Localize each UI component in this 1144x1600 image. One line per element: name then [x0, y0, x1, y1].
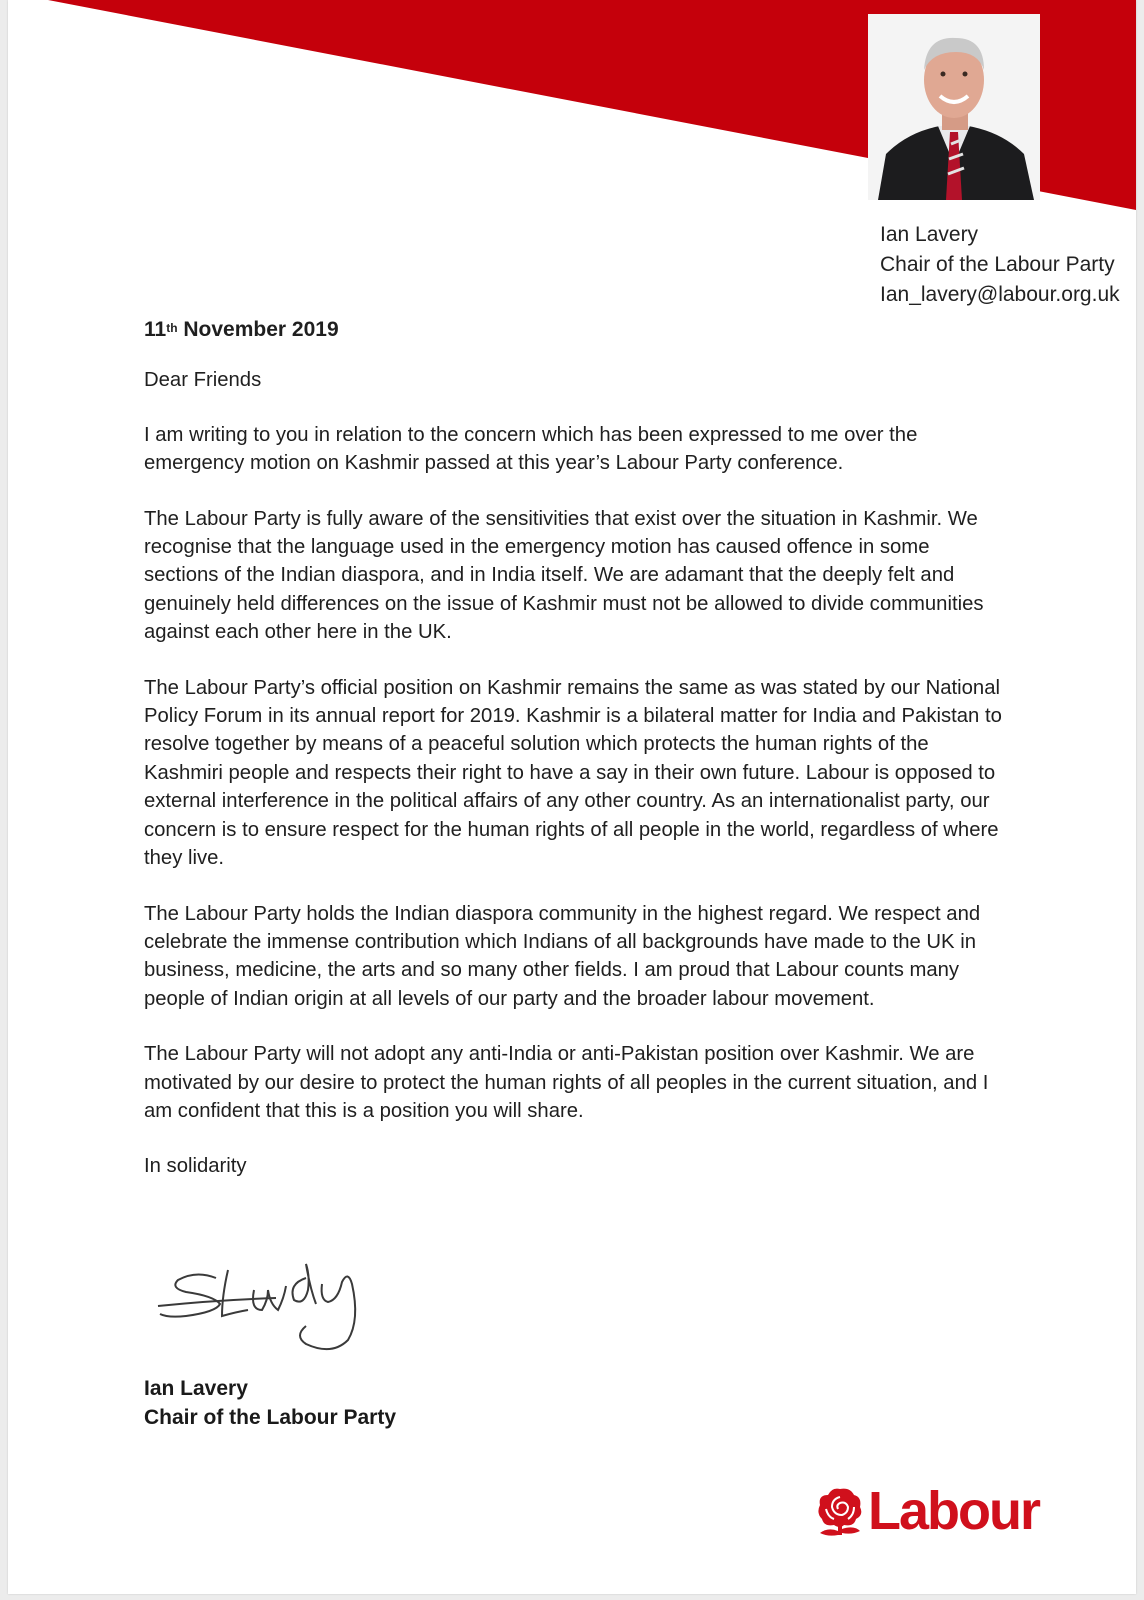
letter-page — [8, 0, 1136, 1594]
date-suffix: th — [166, 321, 178, 335]
paragraph-2: The Labour Party is fully aware of the sensitivities that exist over the situation in Kashmir. We recognise that the language used in the emergency motion has caused offence in some sections of the Indian diaspora, and in India itself. We are adamant that the deeply felt and genuinely held differences on the issue of Kashmir must not be allowed to divide communities against each other here in the UK. — [144, 507, 984, 644]
letter-body — [144, 316, 1004, 1181]
portrait-photo-icon — [868, 14, 1040, 200]
paragraph-3: The Labour Party’s official position on Kashmir remains the same as was stated by our National Policy Forum in its annual report for 2019. Kashmir is a bilateral matter for India and Pakistan to resolve together by means of a peaceful solution which protects the human rights of the Kashmiri people and respects their right to have a say in their own future. Labour is opposed to external interference in the political affairs of any other country. As an internationalist party, our concern is to ensure respect for the human rights of all people in the world, regardless of where they live. — [144, 676, 1002, 870]
sender-details — [880, 220, 1120, 310]
salutation: Dear Friends — [144, 369, 262, 392]
sender-title: Chair of the Labour Party — [880, 253, 1115, 276]
labour-rose-icon — [814, 1485, 866, 1537]
closing: In solidarity — [144, 1155, 247, 1178]
paragraph-1: I am writing to you in relation to the concern which has been expressed to me over the emergency motion on Kashmir passed at this year’s Labour Party conference. — [144, 423, 918, 475]
labour-logo-text: Labour — [868, 1481, 1039, 1541]
signoff-block — [144, 1374, 396, 1432]
sender-email: Ian_lavery@labour.org.uk — [880, 283, 1120, 306]
labour-logo — [814, 1483, 1039, 1539]
signoff-name: Ian Lavery — [144, 1377, 248, 1400]
paragraph-5: The Labour Party will not adopt any anti-India or anti-Pakistan position over Kashmir. We are motivated by our desire to protect the human rights of all peoples in the current situation, and I am confident that this is a position you will share. — [144, 1043, 989, 1122]
handwritten-signature-icon — [156, 1260, 386, 1370]
letter-date — [144, 316, 1004, 344]
sender-photo — [868, 14, 1040, 200]
date-day: 11 — [144, 318, 167, 341]
signoff-title: Chair of the Labour Party — [144, 1406, 397, 1429]
paragraph-4: The Labour Party holds the Indian diaspora community in the highest regard. We respect and celebrate the immense contribution which Indians of all backgrounds have made to the UK in business, medicine, the arts and so many other fields. I am proud that Labour counts many people of Indian origin at all levels of our party and the broader labour movement. — [144, 902, 981, 1010]
date-month-year: November 2019 — [177, 318, 339, 341]
sender-name: Ian Lavery — [880, 223, 979, 246]
